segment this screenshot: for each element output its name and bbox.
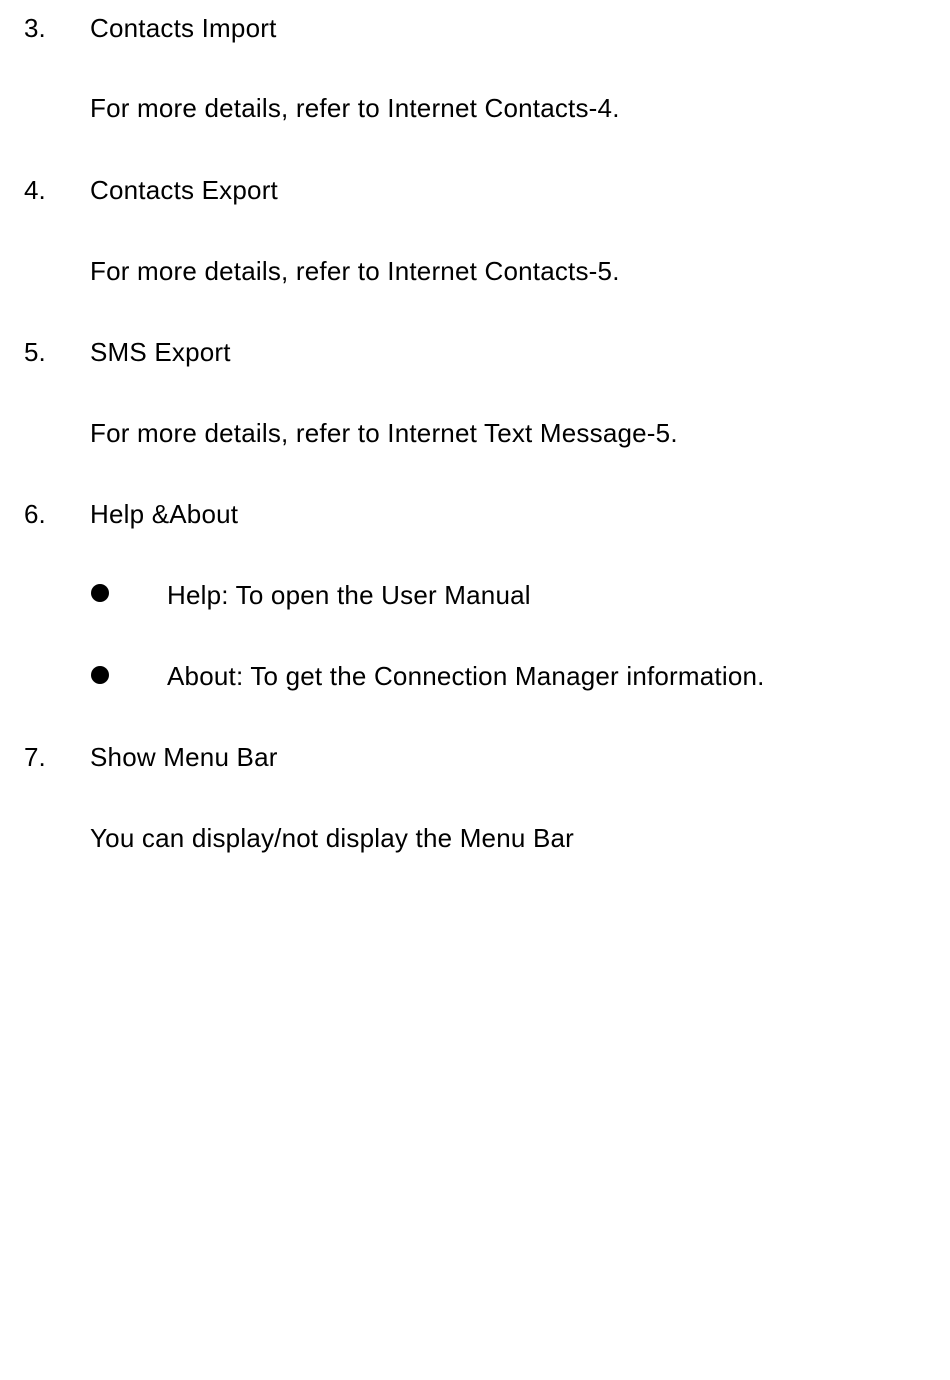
item-body: For more details, refer to Internet Text Message-5. bbox=[90, 418, 678, 448]
item-number: 7. bbox=[24, 742, 46, 772]
bullet-dot-icon bbox=[91, 666, 109, 684]
item-title: Contacts Import bbox=[90, 13, 277, 43]
item-body: For more details, refer to Internet Contacts-5. bbox=[90, 256, 620, 286]
item-number: 6. bbox=[24, 499, 46, 529]
item-number: 3. bbox=[24, 13, 46, 43]
item-number: 4. bbox=[24, 175, 46, 205]
bullet-text: Help: To open the User Manual bbox=[167, 580, 531, 610]
item-title: SMS Export bbox=[90, 337, 231, 367]
item-title: Help &About bbox=[90, 499, 239, 529]
item-body: You can display/not display the Menu Bar bbox=[90, 823, 575, 853]
item-number: 5. bbox=[24, 337, 46, 367]
item-body: For more details, refer to Internet Contacts-4. bbox=[90, 93, 620, 123]
item-title: Contacts Export bbox=[90, 175, 278, 205]
item-title: Show Menu Bar bbox=[90, 742, 278, 772]
bullet-text: About: To get the Connection Manager information. bbox=[167, 661, 765, 691]
bullet-dot-icon bbox=[91, 584, 109, 602]
